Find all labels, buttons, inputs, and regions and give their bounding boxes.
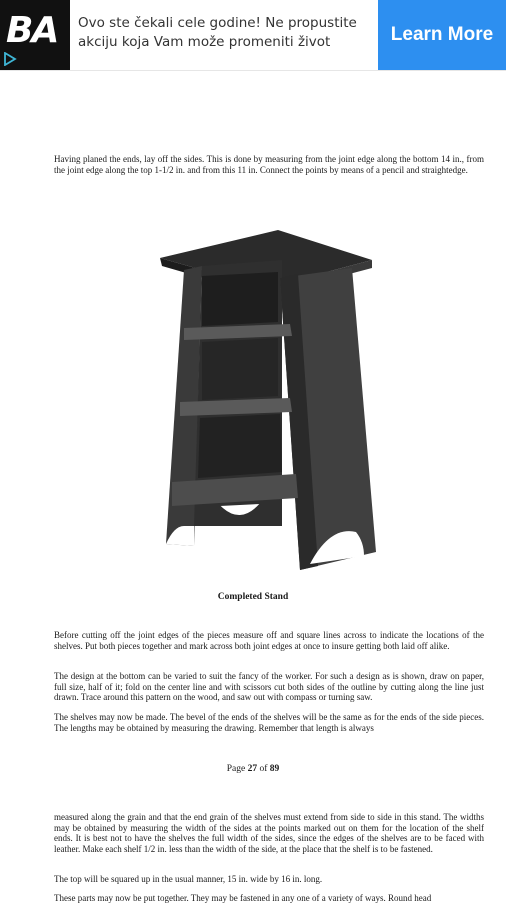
total-pages: 89	[269, 764, 280, 774]
ad-logo-text: BA	[6, 10, 58, 51]
paragraph-assembly: These parts may now be put together. They may be fastened in any one of a variety of ways. Round head	[54, 893, 432, 903]
current-page: 27	[247, 764, 258, 774]
page-prefix: Page	[226, 764, 246, 774]
ad-message[interactable]: Ovo ste čekali cele godine! Ne propustite akciju koja Vam može promeniti život	[78, 15, 357, 50]
paragraph-top-dimensions: The top will be squared up in the usual manner, 15 in. wide by 16 in. long.	[54, 874, 323, 884]
paragraph-grain: measured along the grain and that the end grain of the shelves must extend from side to side in this stand. The widths may be obtained by measuring the width of the sides at the points marked out on them for the location of the shelf ends. It is best not to have the shelves the full width of the sides, since the edges of the shelves are to be faced with leather. Make each shelf 1/2 in. less than the width of the side, at the place that the shelf is to be fastened.	[54, 812, 484, 854]
paragraph-intro: Having planed the ends, lay off the sides. This is done by measuring from the joint edge along the bottom 14 in., from the joint edge along the top 1-1/2 in. and from this 11 in. Connect the points by means of a pencil and straightedge.	[54, 154, 484, 175]
completed-stand-illustration	[150, 226, 382, 584]
ad-banner[interactable]	[0, 0, 506, 71]
ad-logo[interactable]	[0, 0, 70, 70]
page-indicator	[0, 764, 506, 774]
figure-caption: Completed Stand	[217, 592, 289, 602]
learn-more-button[interactable]: Learn More	[378, 0, 506, 70]
paragraph-design: The design at the bottom can be varied to suit the fancy of the worker. For such a design as is shown, draw on paper, full size, half of it; fold on the center line and with scissors cut both sides of the outline by cutting along the line just drawn. Trace around this pattern on the wood, and saw out with compass or turning saw.	[54, 671, 484, 703]
paragraph-shelf-locations: Before cutting off the joint edges of the pieces measure off and square lines across to indicate the locations of the shelves. Put both pieces together and mark across both joint edges at once to insure getting both laid off alike.	[54, 630, 484, 651]
page-of: of	[259, 764, 268, 774]
paragraph-shelves: The shelves may now be made. The bevel of the ends of the shelves will be the same as for the ends of the side pieces. The lengths may be obtained by measuring the drawing. Remember that length is always	[54, 712, 484, 733]
ad-choices-icon[interactable]	[3, 52, 17, 66]
